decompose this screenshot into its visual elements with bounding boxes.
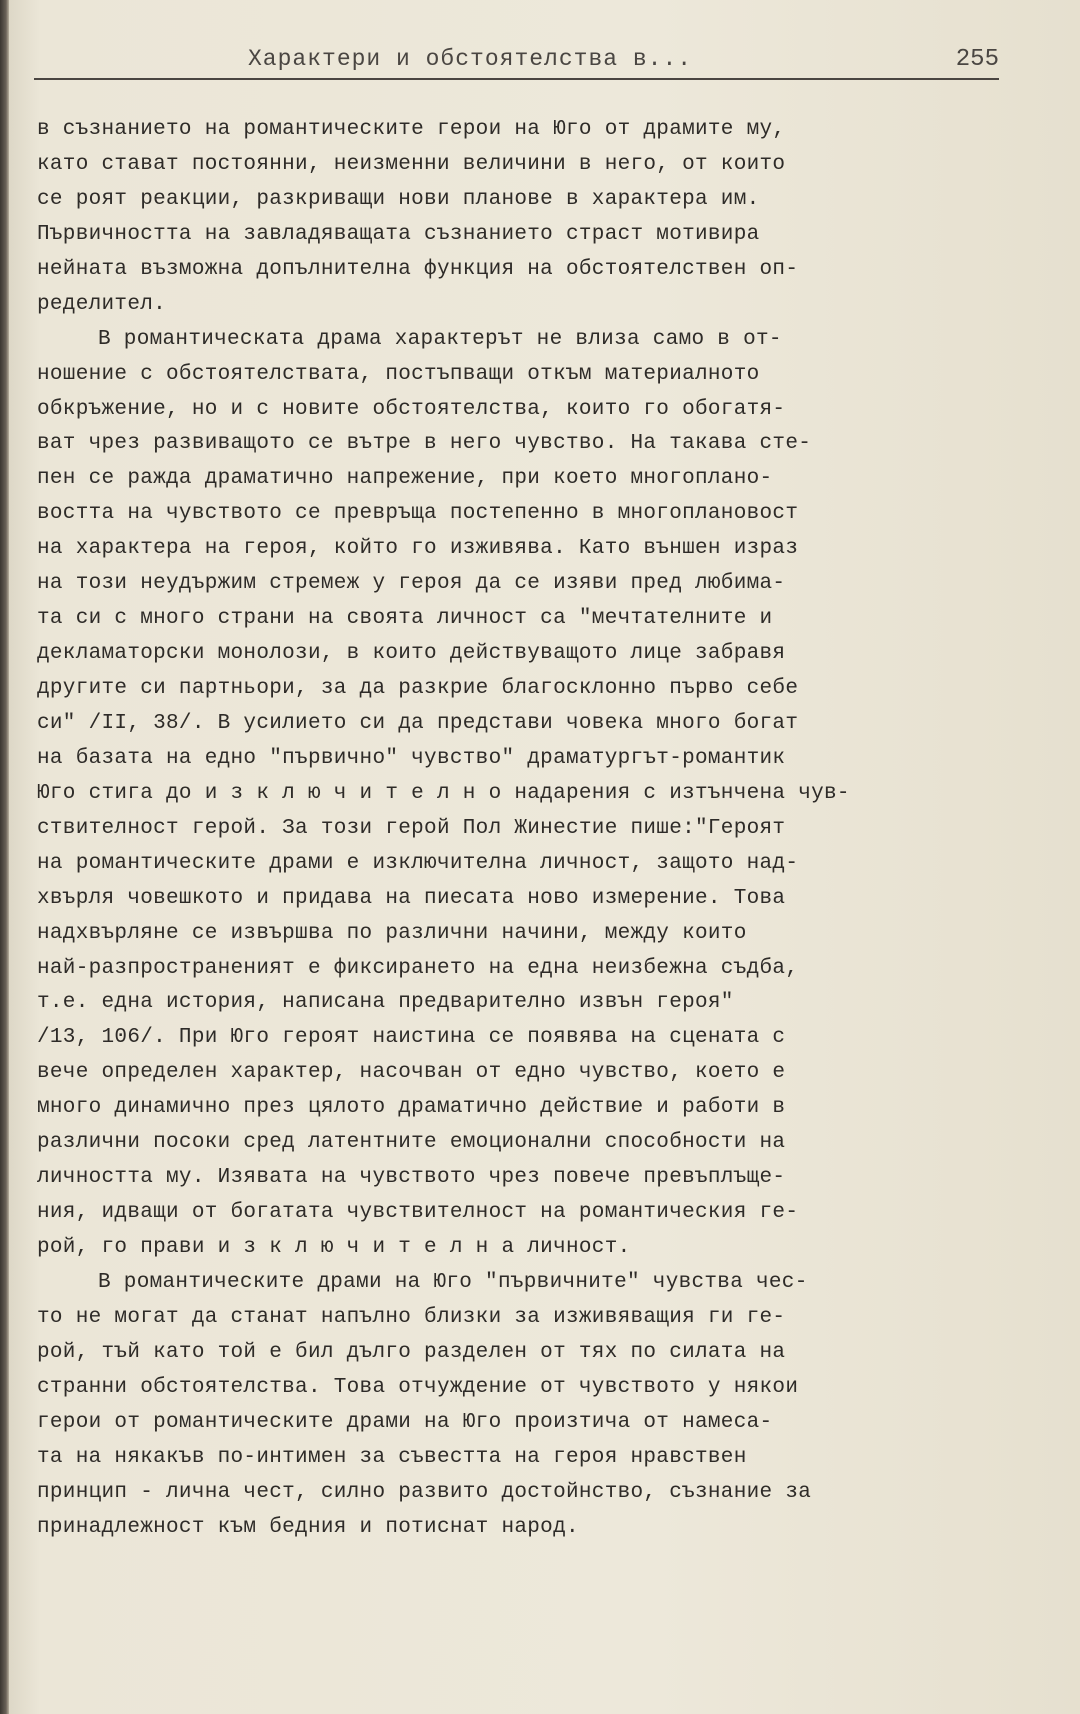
text-line: хвърля човешкото и придава на пиесата ново измерение. Това <box>37 886 786 910</box>
text-line: В романтическите драми на Юго "първичните" чувства чес- <box>98 1270 808 1294</box>
text-line: надхвърляне се извършва по различни начини, между които <box>37 921 747 945</box>
text-line: т.е. една история, написана предварително извън героя" <box>37 991 734 1015</box>
text-line: рой, тъй като той е бил дълго разделен от тях по силата на <box>37 1340 786 1364</box>
text-line: ствителност герой. За този герой Пол Жинестие пише:"Героят <box>37 816 786 840</box>
body-text <box>37 113 1007 1545</box>
text-line: различни посоки сред латентните емоционални способности на <box>37 1131 786 1155</box>
text-line: се роят реакции, разкриващи нови планове в характера им. <box>37 187 760 211</box>
page-binding-edge <box>0 0 9 1714</box>
text-line: ношение с обстоятелствата, постъпващи откъм материалното <box>37 362 760 386</box>
text-line: вече определен характер, насочван от едно чувство, което е <box>37 1061 786 1085</box>
text-line: в съзнанието на романтическите герои на Юго от драмите му, <box>37 118 786 141</box>
text-line: Юго стига до и з к л ю ч и т е л н о надарения с изтънчена чув- <box>37 781 850 805</box>
running-head: Характери и обстоятелства в... <box>248 46 693 72</box>
text-line: востта на чувството се превръща постепенно в многоплановост <box>37 502 799 526</box>
text-line: като стават постоянни, неизменни величини в него, от които <box>37 152 786 176</box>
text-line: личността му. Изявата на чувството чрез повече превъплъще- <box>37 1166 786 1190</box>
page-header <box>34 44 999 80</box>
text-line: герои от романтическите драми на Юго произтича от намеса- <box>37 1410 773 1434</box>
text-line: на характера на героя, който го изживява. Като външен израз <box>37 537 799 561</box>
text-line: много динамично през цялото драматично действие и работи в <box>37 1096 786 1120</box>
text-line: ния, идващи от богатата чувствителност на романтическия ге- <box>37 1201 799 1225</box>
text-line: странни обстоятелства. Това отчуждение от чувството у някои <box>37 1375 799 1399</box>
text-line: пен се ражда драматично напрежение, при което многоплано- <box>37 467 773 491</box>
text-line: на този неудържим стремеж у героя да се изяви пред любима- <box>37 572 786 596</box>
text-line: ределител. <box>37 292 167 316</box>
text-line: та на някакъв по-интимен за съвестта на героя нравствен <box>37 1445 747 1469</box>
text-line: обкръжение, но и с новите обстоятелства, които го обогатя- <box>37 397 786 421</box>
text-line: то не могат да станат напълно близки за изживяващия ги ге- <box>37 1305 786 1329</box>
text-line: на романтическите драми е изключителна личност, защото над- <box>37 851 799 875</box>
page-number: 255 <box>955 46 999 73</box>
text-line: другите си партньори, за да разкрие благосклонно първо себе <box>37 677 799 700</box>
text-line: принцип - лична чест, силно развито достойнство, съзнание за <box>37 1480 812 1504</box>
text-line: на базата на едно "първично" чувство" драматургът-романтик <box>37 746 786 770</box>
text-line: ват чрез развиващото се вътре в него чувство. На такава сте- <box>37 432 812 456</box>
text-line: В романтическата драма характерът не влиза само в от- <box>98 327 782 351</box>
text-line: си" /II, 38/. В усилието си да представи човека много богат <box>37 711 799 735</box>
text-line: Първичността на завладяващата съзнанието страст мотивира <box>37 222 760 246</box>
text-line: нейната възможна допълнителна функция на обстоятелствен оп- <box>37 257 799 281</box>
text-line: та си с много страни на своята личност са "мечтателните и <box>37 607 773 631</box>
text-line: принадлежност към бедния и потиснат народ. <box>37 1515 579 1539</box>
text-line: най-разпространеният е фиксирането на една неизбежна съдба, <box>37 956 799 980</box>
text-line: декламаторски монолози, в които действуващото лице забравя <box>37 642 786 666</box>
text-line: /13, 106/. При Юго героят наистина се появява на сцената с <box>37 1026 786 1050</box>
text-line: рой, го прави и з к л ю ч и т е л н а личност. <box>37 1236 631 1259</box>
